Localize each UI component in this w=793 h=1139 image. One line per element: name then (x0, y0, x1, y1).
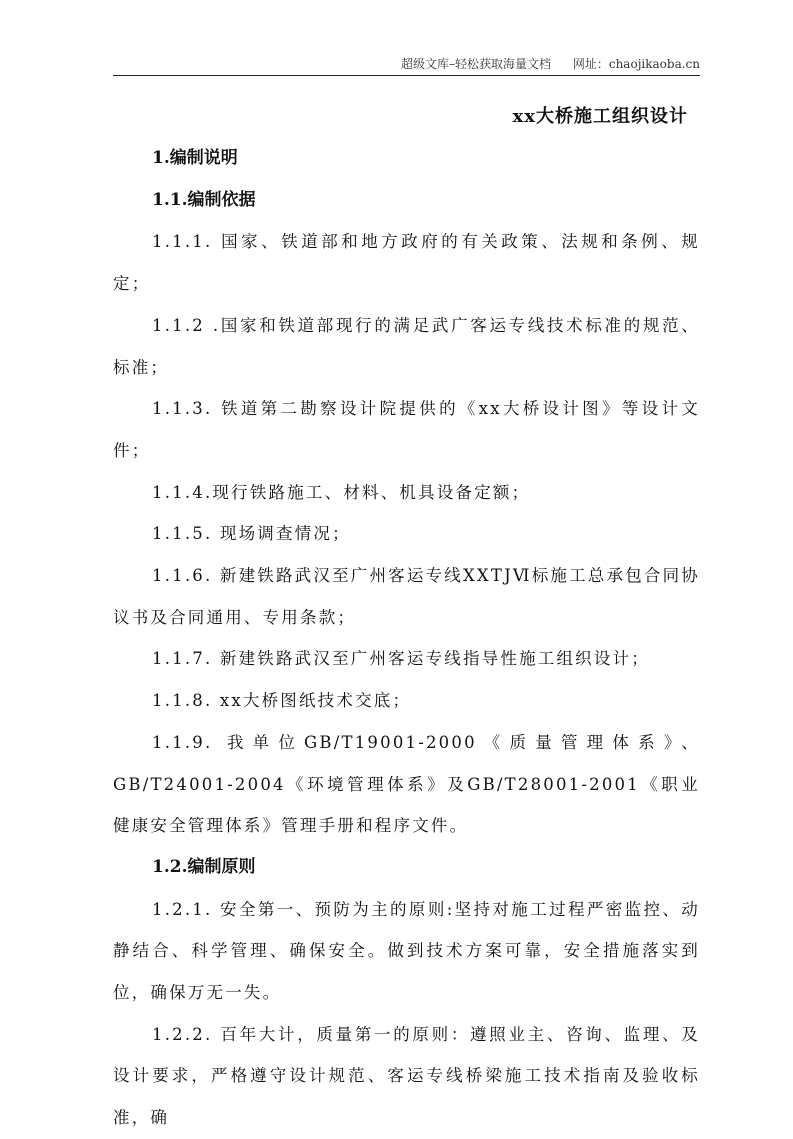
paragraph: 1.2.2. 百年大计，质量第一的原则：遵照业主、咨询、监理、及设计要求，严格遵守设计规范、客运专线桥梁施工技术指南及验收标准，确 (113, 1024, 700, 1128)
section-heading: 1.编制说明 (152, 148, 238, 168)
header-site-url: 网址：chaojikaoba.cn (572, 57, 700, 71)
paragraph: 1.1.8. xx大桥图纸技术交底； (152, 691, 412, 711)
subsection-heading: 1.2.编制原则 (152, 856, 256, 877)
paragraph: 1.1.2 .国家和铁道部现行的满足武广客运专线技术标准的规范、标准； (113, 315, 700, 377)
document-body (113, 96, 700, 1139)
paragraph: 1.2.1. 安全第一、预防为主的原则:坚持对施工过程严密监控、动静结合、科学管理、确保安全。做到技术方案可靠，安全措施落实到位，确保万无一失。 (113, 899, 700, 1003)
paragraph: 1.1.9. 我单位GB/T19001-2000《质量管理体系》、GB/T24001-2004《环境管理体系》及GB/T28001-2001《职业健康安全管理体系》管理手册和程序文件。 (113, 732, 700, 836)
paragraph: 1.1.7. 新建铁路武汉至广州客运专线指导性施工组织设计； (152, 649, 650, 669)
subsection-heading: 1.1.编制依据 (152, 189, 256, 210)
paragraph: 1.1.6. 新建铁路武汉至广州客运专线XXTJⅥ标施工总承包合同协议书及合同通用、专用条款； (113, 566, 700, 627)
paragraph: 1.1.5. 现场调查情况； (152, 524, 351, 544)
page-header (113, 55, 700, 76)
document-title: xx大桥施工组织设计 (512, 106, 688, 127)
paragraph: 1.1.4.现行铁路施工、材料、机具设备定额； (152, 482, 531, 502)
paragraph: 1.1.1. 国家、铁道部和地方政府的有关政策、法规和条例、规定； (113, 232, 700, 294)
paragraph: 1.1.3. 铁道第二勘察设计院提供的《xx大桥设计图》等设计文件； (113, 399, 700, 460)
header-site-name: 超级文库–轻松获取海量文档 (401, 57, 552, 71)
